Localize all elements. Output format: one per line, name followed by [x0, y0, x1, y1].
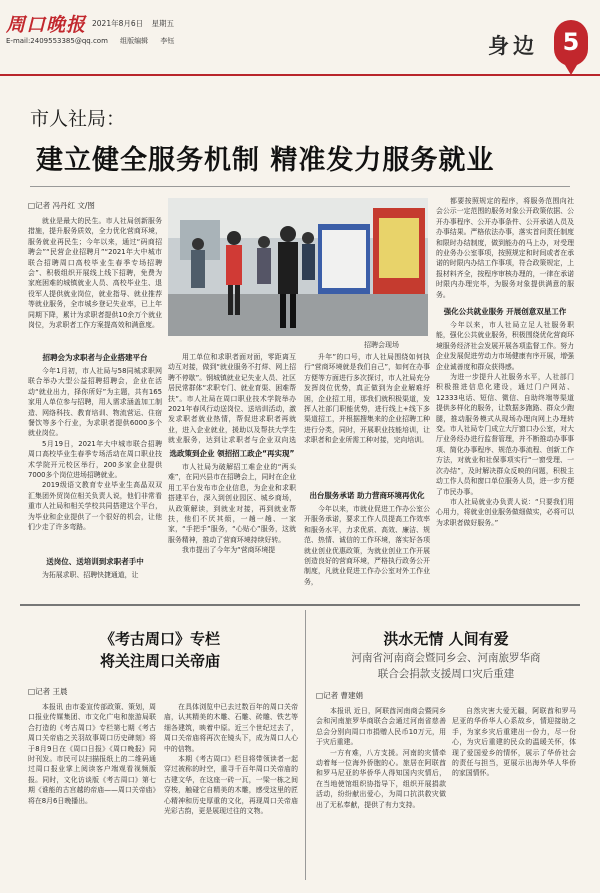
- left-article-headline: 《考古周口》专栏: [99, 630, 220, 648]
- issue-meta: [92, 18, 180, 29]
- subhead-3: 选政策到企业 领招招工政企“再实现”: [169, 449, 295, 458]
- paragraph: 为拓展求职、招聘快捷通道，让: [42, 571, 139, 579]
- subhead-1: 招聘会为求职者与企业搭建平台: [42, 353, 148, 362]
- editor-name: 李钰: [160, 37, 175, 45]
- paragraph: 升年”的口号，市人社局围绕如何执行“营商环境就是我们自己”，如何在办事方便等方面进行多次探讨，市人社局充分发挥岗位优势，真正做到为企业解难纾困，企业招工用，那我们就积极渠道，发挥人社部门职能优势，进行线上+线下多渠道招工，并根据搜集来的企业招聘工种进行分类，同时，开展职业技能培训，让求职者和企业所需工种对接，完向培训。: [304, 353, 430, 445]
- article-column-4b: [436, 320, 574, 596]
- paragraph: 2019级语文教育专业毕业生高晶双双汇集团外贸岗位相关负责人说，他们非常看重市人社局和相关学校共同搭建这个平台，为毕业和企业提供了一个很好的机会，让他们少走了许多弯路。: [28, 481, 162, 532]
- paragraph: 今年以来，市人社局立足人社服务职能，强化公共就业服务，积极围绕优化营商环境服务经济社会发展开展各项监督工作。努力企业发展促进劳动力市场健康有序开展，增强企业诚善度和群众获得感。: [436, 321, 574, 371]
- photo-caption: 招聘会现场: [364, 341, 399, 349]
- paragraph: 为进一步提升人社服务水平，人社部门积极推进信息化建设，通过门户网站、12333电话、短信、微信、自助终端等渠道提供多样化的服务，让数据多跑路、群众少跑腿，推动服务模式从现场办理向网上办理转变。市人社局专门成立大厅窗口办公室，对大厅业务经办进行监督管理，并不断推动办事事项、简化办事程序、规范办事流程、创新工作方法，对就业和社保事项实行“一窗受理、一次办结”，及时解决群众反映的问题，积极主动工作人员和窗口单位服务人员，进一步方便了市民办事。: [436, 373, 574, 496]
- right-article-column-2: [452, 706, 576, 878]
- paragraph: 用工单位和求职者面对面，零距离互动互对接，做到“就业服务不打烊、网上招聘不停歇”。钢城镇就业记失业人员、社区居民常群体“求职专门、就业育渠、困难帮扶”。市人社局在周口职业技术学院举办2021年春风行动送岗位、送培训活动，激发求职者就业热情，帮促进求职者再就业，进入企业就业，援助以及帮扶大学生就业服务，达到让求职者与企业双向选: [168, 353, 296, 444]
- subhead-5: 强化公共就业服务 开展创意双星工作: [443, 307, 567, 316]
- right-article-column-1: [316, 706, 446, 878]
- article-kicker: 市人社局：: [30, 108, 126, 130]
- paragraph: 今年以来，市就业促进工作办公室公开服务承诺，要求工作人员提高工作效率和服务水平，力求优质、高效、廉洁、规范、热情、诚信的工作环境，落实好各项就业创业优惠政策，为就业创业工作开展创造良好的营商环境，严格执行政务公开制度，凡就业促进工作办公室对外工作业务，: [304, 505, 430, 586]
- paragraph: 都要按照规定的程序，将服务范围向社会公示一定范围的服务对象公开政策依据、公开办事程序、公开办事条件、公开承诺人员及办事结果。严格依法办事，落实首问责任制度和限时办结制度，做到能办的马上办，对受理的业务办公室事项，按照规定和时间或者在承诺的时限内办结工作事项，符合政策规定，上报材料齐全，按程序审核办理的，一律在承诺时限内办理完毕，为服务对象提供满意的服务。: [436, 197, 574, 299]
- section-divider: [20, 604, 580, 606]
- paragraph: 本期《考古周口》栏目将带领读者一起穿过被称的时空，重寻千百年周口关帝庙的古建文华，在这座一砖一瓦，一梁一栋之间穿梭，触碰它自精美的木雕，感受这里的匠心精神和历史厚重的文化，再现周口关帝庙光彩古韵，更是展现过往的文物。: [164, 755, 298, 816]
- article-column-3b: [304, 504, 430, 596]
- right-article-subhead-1: 河南省河南商会暨同乡会、河南旅罗华商: [351, 652, 541, 664]
- headline-rule: [30, 186, 570, 187]
- paragraph: 一方有难，八方支援。河南的灾情牵动着每一位海外侨胞的心。旅居在阿联酋和罗马尼亚的华侨华人得知国内灾情后，在当地使馆组织协指导下，组织开展捐款活动，纷纷献出爱心，为周口抗洪救灾做出了无私奉献，提供了有力支持。: [316, 748, 446, 809]
- left-article-column-1: [28, 702, 156, 878]
- paragraph: 市人社局为破解招工难企业的“两头难”，在同兴县市在招聘会上，同时在企业用工平台发布市企业信息，为企业和求职搭建平台，深入到创业园区、城乡商场，从政策解读，到就业对接，再到就业帮扶，他们不厌其烦，一趟一趟、一家家，“手把手”服务，“心贴心”服务，这就服务精神，推动了营商环境持续好转。: [168, 463, 296, 544]
- article-column-1: [28, 216, 162, 350]
- issue-date: 2021年8月6日: [92, 19, 144, 28]
- column-divider: [305, 610, 306, 880]
- paragraph: 今年1月初，市人社局与58同城求职网联合举办大型公益招聘招聘会，企业在活动“就业出力，择你所好”为主题，共有165家用人单位参与招聘，用人需求涵盖加工制造、网络科技、教育培训、物流营运、住宿餐饮等多个行业，为求职者提供6000多个就业岗位。: [28, 367, 162, 438]
- left-article-headline-2: 将关注周口关帝庙: [99, 652, 220, 670]
- newspaper-logo: 周口晚报: [6, 14, 87, 36]
- paragraph: 就业是最大的民生。市人社局创新服务措施，提升服务质效，全力优化营商环境，服务就业再民生；今年以来，通过“码商招聘会”“民营企业招聘月”“2021年大中城市联合招聘周口高校毕业生春季专场招聘会”、积极组织开展线上线下招聘，免费为家庭困难的城镇就业人员、高校毕业生、退役军人提供就业岗位，就业指导、就业推荐等就业服务，全市城乡登记失业率，已上年同期下降，累计为求职者提供10余万个就业岗位，为求职者工作方案提高效和满意度。: [28, 217, 162, 330]
- article-column-4: [436, 196, 574, 304]
- subhead-2: 送岗位、送培训到求职者手中: [46, 557, 144, 566]
- paragraph: 自然灾害大爱无疆，阿联酋和罗马尼亚的华侨华人心系故乡，情迎接助之手，为家乡灾后重建出一份力，尽一份心，为灾后重建的民众的温暖关怀，体现了爱国爱乡的情怀，展示了华侨社会的责任与担当，更展示出海外华人华侨的家国情怀。: [452, 707, 576, 778]
- paragraph: 在具体浏览中已去过数百年的周口关帝庙，认其精美的木雕、石雕、砖雕、铁艺等细各建筑，映着中原。近三个世纪过去了，周口关帝庙将再次在镜头下，成为周口人心中的信物。: [164, 703, 298, 753]
- right-article-byline: □记者 曹建娟: [316, 691, 363, 700]
- recruitment-fair-photo: [168, 198, 428, 336]
- paragraph: 5月19日，2021年大中城市联合招聘周口高校毕业生春季专场活动在周口职业技术学院开元校区举行，200多家企业提供7000多个岗位进场招聘就业。: [28, 439, 162, 480]
- right-article-headline: 洪水无情 人间有爱: [383, 630, 509, 648]
- paragraph: 本报讯 由市委宣传部政策、策划，周口报业传媒集团、市文化广电和旅游局联合打造的《考古周口》专栏第七期《考古周口关帝庙之关羽故事周口历史碑刻》将于8月9日在《周口日报》《周口晚报》同时刊发。市民可以扫描报纸上的二维码通过周口报业掌上阅读客户端观看视频版报。同时，文化访谈版《考古周口》第七期《谁能的古宫越的帝庙——周口关帝庙》将在8月6日晚播出。: [28, 703, 156, 805]
- left-article-column-2: [164, 702, 298, 878]
- email: E-mail:2409553385@qq.com: [6, 37, 108, 45]
- section-title: 身边: [488, 33, 538, 58]
- masthead: [0, 0, 600, 76]
- subhead-4: 出台服务承诺 助力营商环境再优化: [309, 491, 425, 500]
- article-column-1b: [28, 366, 162, 552]
- page-number-badge: 5: [554, 20, 588, 66]
- paragraph: 本报讯 近日，阿联酋河南商会暨同乡会和河南旅罗华商联合会通过河南省慈善总会分别向周口市捐赠人民币10万元，用于灾后重建。: [316, 707, 446, 747]
- issue-weekday: 星期五: [151, 19, 175, 28]
- article-column-2b: [168, 462, 296, 594]
- contact-meta: [6, 36, 184, 46]
- right-article-subhead-2: 联合会捐款支援周口灾后重建: [377, 668, 515, 680]
- article-column-2: [168, 352, 296, 444]
- paragraph: 市人社局就业办负责人说：“只要我们用心用力，将就业创业服务做细做实，必将可以为求职者做好服务。”: [436, 497, 574, 527]
- editor-label: 组版编辑: [120, 37, 149, 45]
- article-column-1c: [28, 570, 162, 594]
- article-column-3: [304, 352, 430, 486]
- article-byline: □记者 冯丹红 文/图: [28, 201, 95, 210]
- photo-illustration: [168, 198, 428, 336]
- left-article-byline: □记者 王晨: [28, 687, 68, 696]
- article-headline: 建立健全服务机制 精准发力服务就业: [36, 145, 495, 176]
- paragraph: 我市提出了今年为“营商环境提: [182, 546, 276, 555]
